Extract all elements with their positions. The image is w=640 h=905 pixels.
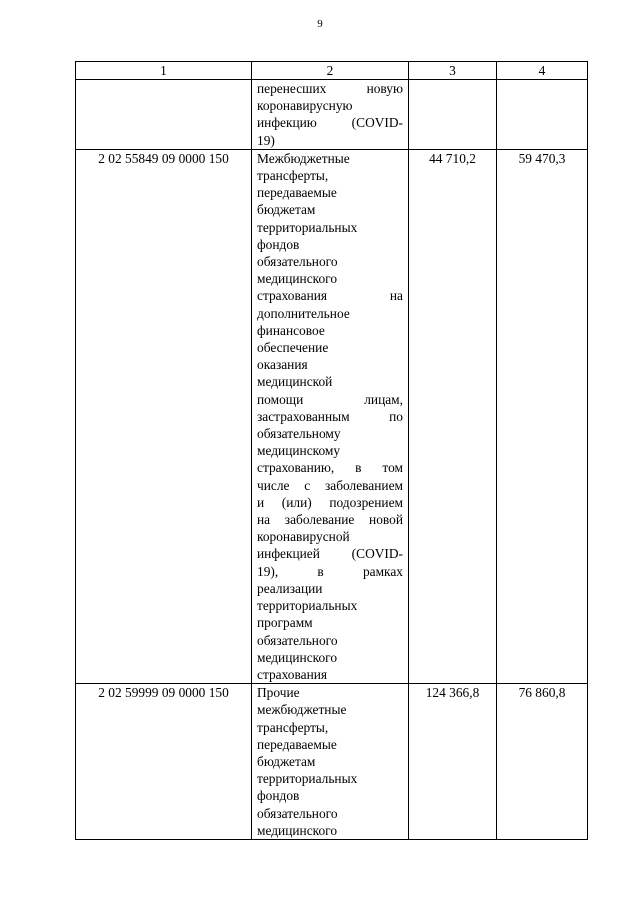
row-value-3 bbox=[409, 80, 497, 150]
description-line: бюджетам bbox=[257, 202, 316, 218]
row-value-4 bbox=[497, 80, 588, 150]
description-line: бюджетам bbox=[257, 753, 316, 769]
row-value-4: 59 470,3 bbox=[497, 149, 588, 683]
budget-table bbox=[75, 61, 588, 840]
row-code bbox=[76, 80, 252, 150]
row-code: 2 02 59999 09 0000 150 bbox=[76, 684, 252, 840]
description-word: рамках bbox=[362, 563, 403, 579]
description-word: подозрением bbox=[329, 494, 403, 510]
description-line bbox=[257, 511, 403, 528]
description-line: обязательного bbox=[257, 254, 338, 270]
description-line bbox=[257, 494, 403, 511]
description-word: (COVID- bbox=[351, 115, 403, 131]
description-line: медицинского bbox=[257, 271, 338, 287]
description-line bbox=[257, 114, 403, 131]
description-word: застрахованным bbox=[257, 408, 350, 424]
description-line: обязательного bbox=[257, 632, 338, 648]
description-line: страхования bbox=[257, 666, 328, 682]
description-word: новой bbox=[369, 512, 403, 528]
description-word: перенесших bbox=[257, 81, 327, 96]
description-word: в bbox=[355, 460, 362, 476]
row-value-4: 76 860,8 bbox=[497, 684, 588, 840]
row-description bbox=[252, 149, 409, 683]
description-line: реализации bbox=[257, 580, 323, 596]
description-line bbox=[257, 563, 403, 580]
row-code: 2 02 55849 09 0000 150 bbox=[76, 149, 252, 683]
description-line bbox=[257, 80, 403, 97]
row-value-3: 124 366,8 bbox=[409, 684, 497, 840]
description-line: фондов bbox=[257, 788, 300, 804]
description-line: медицинского bbox=[257, 649, 338, 665]
description-line bbox=[257, 459, 403, 476]
description-word: (COVID- bbox=[351, 546, 403, 562]
description-word: на bbox=[389, 288, 403, 304]
description-line: программ bbox=[257, 615, 313, 631]
table-row bbox=[76, 149, 588, 683]
description-word: числе bbox=[257, 477, 290, 493]
column-header-1: 1 bbox=[76, 62, 252, 80]
description-line: территориальных bbox=[257, 219, 358, 235]
description-line: обязательному bbox=[257, 426, 341, 442]
table-row bbox=[76, 80, 588, 150]
description-word: инфекцией bbox=[257, 546, 320, 562]
description-line: трансферты, bbox=[257, 719, 329, 735]
description-line: трансферты, bbox=[257, 168, 329, 184]
column-header-3: 3 bbox=[409, 62, 497, 80]
description-line: территориальных bbox=[257, 598, 358, 614]
description-line: обеспечение bbox=[257, 340, 329, 356]
description-word: 19), bbox=[257, 563, 279, 579]
description-line bbox=[257, 477, 403, 494]
description-line: Прочие bbox=[257, 685, 300, 701]
description-line: медицинского bbox=[257, 822, 338, 838]
description-line: оказания bbox=[257, 357, 308, 373]
description-line: 19) bbox=[257, 132, 275, 148]
description-word: (или) bbox=[281, 494, 312, 510]
table-header-row bbox=[76, 62, 588, 80]
description-line bbox=[257, 545, 403, 562]
description-line: передаваемые bbox=[257, 185, 337, 201]
description-line: территориальных bbox=[257, 771, 358, 787]
description-line: фондов bbox=[257, 236, 300, 252]
description-line: медицинской bbox=[257, 374, 333, 390]
description-line: Межбюджетные bbox=[257, 150, 350, 166]
description-word: инфекцию bbox=[257, 115, 317, 131]
description-word: страхования bbox=[257, 288, 328, 304]
row-description bbox=[252, 684, 409, 840]
description-line: финансовое bbox=[257, 322, 325, 338]
description-word: в bbox=[317, 563, 324, 579]
description-word: том bbox=[382, 460, 403, 476]
description-word: лицам, bbox=[364, 391, 403, 407]
description-line: коронавирусной bbox=[257, 529, 350, 545]
description-word: новую bbox=[366, 81, 403, 96]
description-word: помощи bbox=[257, 391, 304, 407]
description-line: медицинскому bbox=[257, 443, 341, 459]
column-header-2: 2 bbox=[252, 62, 409, 80]
description-word: на bbox=[257, 512, 271, 528]
row-value-3: 44 710,2 bbox=[409, 149, 497, 683]
description-word: с bbox=[304, 477, 311, 493]
row-description bbox=[252, 80, 409, 150]
description-word: и bbox=[257, 494, 265, 510]
description-line: обязательного bbox=[257, 805, 338, 821]
description-word: заболеванием bbox=[324, 477, 403, 493]
description-word: по bbox=[389, 408, 403, 424]
description-line: межбюджетные bbox=[257, 702, 347, 718]
description-line: передаваемые bbox=[257, 736, 337, 752]
table-row bbox=[76, 684, 588, 840]
description-line bbox=[257, 391, 403, 408]
description-word: заболевание bbox=[284, 512, 355, 528]
description-line bbox=[257, 287, 403, 304]
page-number: 9 bbox=[317, 18, 323, 30]
description-line: коронавирусную bbox=[257, 98, 353, 114]
column-header-4: 4 bbox=[497, 62, 588, 80]
description-line bbox=[257, 408, 403, 425]
description-word: страхованию, bbox=[257, 460, 335, 476]
description-line: дополнительное bbox=[257, 305, 350, 321]
